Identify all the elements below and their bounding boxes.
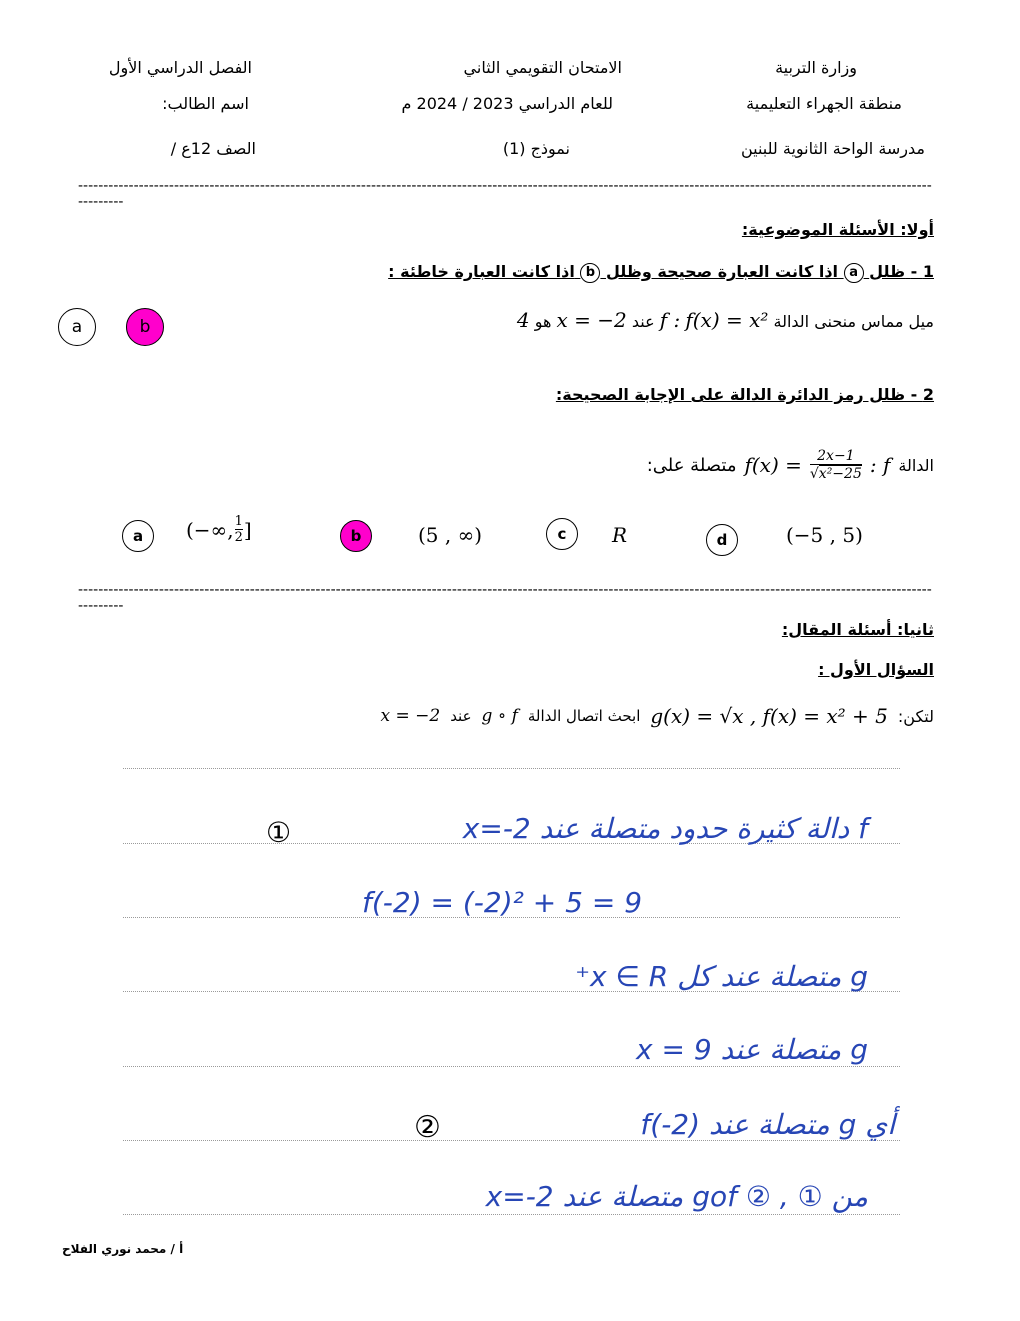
q2-answer-a-den: 2: [234, 530, 243, 545]
class-label: الصف 12ع /: [170, 139, 256, 158]
handwriting-line-2: f(-2) = (-2)² + 5 = 9: [362, 886, 643, 919]
q2-statement: [647, 448, 934, 482]
q1-essay-composition: g ∘ f: [481, 706, 518, 726]
exam-title: الامتحان التقويمي الثاني: [463, 58, 622, 77]
q2-choice-a[interactable]: a: [122, 520, 154, 552]
semester: الفصل الدراسي الأول: [108, 58, 252, 77]
q1-statement-is: هو: [534, 312, 552, 331]
q2-fraction: [810, 448, 862, 482]
q1-essay-find: ابحث اتصال الدالة: [527, 707, 641, 725]
answer-line-1: [123, 768, 900, 769]
q2-denominator: x²−25: [818, 466, 862, 482]
ministry-name: وزارة التربية: [775, 58, 857, 77]
q2-answer-d: (−5 , 5): [786, 523, 863, 547]
academic-year: للعام الدراسي 2023 / 2024 م: [401, 94, 613, 113]
section1-title: أولا: الأسئلة الموضوعية:: [741, 220, 934, 239]
answer-line-7: [123, 1214, 900, 1215]
district-name: منطقة الجهراء التعليمية: [746, 94, 902, 113]
q1-math-fx: f(x) = x²: [685, 308, 769, 332]
q1-instruction-false: اذا كانت العبارة خاطئة :: [388, 262, 575, 281]
q1-instruction-shade: ظلل: [869, 262, 906, 281]
separator-top: ----------------------------------------------------------------------------------------------------------------------------------------------------------------------------------: [78, 178, 932, 210]
q1-statement-text: ميل مماس منحنى الدالة: [773, 312, 934, 331]
handwriting-line-4: g متصلة عند x = 9: [635, 1033, 868, 1066]
author-credit: أ / محمد نوري الفلاح: [62, 1242, 184, 1256]
q1-choice-a[interactable]: a: [58, 308, 96, 346]
q1-essay-functions: g(x) = √x , f(x) = x² + 5: [650, 704, 888, 728]
handwriting-marker-1: ①: [266, 816, 292, 849]
q2-answer-a-suffix: ]: [243, 517, 252, 542]
q1-math-4: 4: [516, 308, 530, 332]
handwriting-line-5: أي g متصلة عند f(-2): [640, 1108, 895, 1141]
q1-statement: [517, 308, 934, 332]
q2-answer-b: (5 , ∞): [418, 523, 483, 547]
q2-answer-a-prefix: (−∞,: [186, 517, 234, 542]
school-name: مدرسة الواحة الثانوية للبنين: [740, 139, 925, 158]
handwriting-line-6: من ① , ② gof متصلة عند x=-2: [485, 1180, 868, 1213]
handwriting-marker-2: ②: [414, 1110, 441, 1145]
q1-number: 1 -: [910, 262, 934, 281]
q2-answer-c: R: [612, 523, 628, 547]
q1-essay-statement: [380, 704, 934, 728]
q1-instruction: [388, 262, 934, 283]
section2-title: ثانيا: أسئلة المقال:: [781, 620, 934, 639]
q2-choice-c[interactable]: c: [546, 518, 578, 550]
q1-essay-point: x = −2: [380, 706, 441, 726]
option-a-inline-icon: a: [844, 263, 864, 283]
q2-answer-a-num: 1: [234, 514, 243, 529]
option-b-inline-icon: b: [580, 263, 600, 283]
q1-essay-title: السؤال الأول :: [818, 660, 934, 679]
q2-choice-d[interactable]: d: [706, 524, 738, 556]
model-number: نموذج (1): [502, 139, 570, 158]
q2-text-suffix: متصلة على:: [646, 454, 737, 476]
handwriting-line-3: g متصلة عند كل x ∈ R⁺: [575, 960, 868, 993]
q1-essay-at: عند: [450, 707, 472, 725]
q1-statement-at: عند: [631, 312, 655, 331]
q2-answer-a: [186, 514, 252, 545]
q2-math-f: f :: [869, 453, 891, 477]
q2-numerator: 2x−1: [817, 448, 855, 464]
student-name-label: اسم الطالب:: [162, 94, 249, 113]
q1-math-f: f :: [659, 308, 681, 332]
handwriting-line-1: f دالة كثيرة حدود متصلة عند x=-2: [462, 812, 868, 845]
q2-math-fx: f(x) =: [744, 453, 802, 477]
answer-line-5: [123, 1066, 900, 1067]
q2-text-prefix: الدالة: [898, 455, 934, 475]
q2-title: 2 - ظلل رمز الدائرة الدالة على الإجابة الصحيحة:: [555, 385, 934, 404]
separator-middle: ----------------------------------------------------------------------------------------------------------------------------------------------------------------------------------: [78, 582, 932, 614]
q2-denominator-wrap: √x²−25: [809, 466, 862, 482]
q1-choice-b[interactable]: b: [126, 308, 164, 346]
q2-answer-a-fraction: [235, 514, 243, 545]
q1-math-x: x = −2: [556, 308, 627, 332]
q2-choice-b[interactable]: b: [340, 520, 372, 552]
q1-instruction-true: اذا كانت العبارة صحيحة وظلل: [605, 262, 839, 281]
q1-essay-let: لتكن:: [897, 706, 934, 726]
